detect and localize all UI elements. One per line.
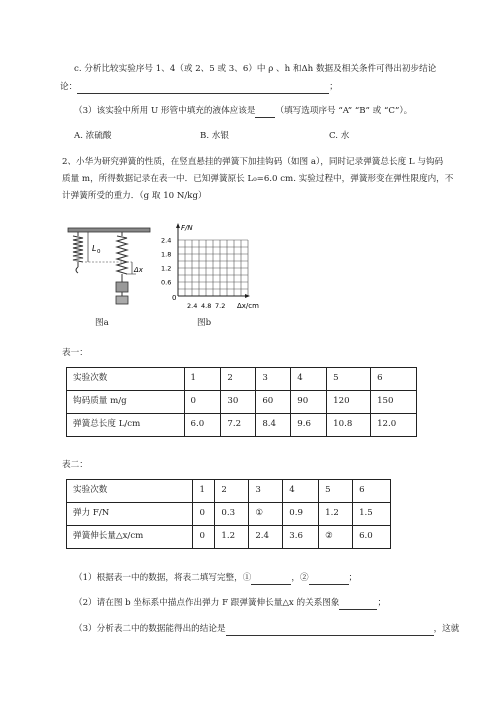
table-row	[67, 480, 391, 503]
table-cell: 实验次数	[67, 480, 193, 503]
y-tick-label: 0.6	[161, 278, 172, 287]
x-tick-label: 4.8	[201, 302, 212, 310]
subq2-line	[74, 598, 386, 610]
y-axis-label: F/N	[181, 224, 193, 232]
x-tick-label: 7.2	[215, 302, 226, 310]
table-cell: 9.6	[291, 414, 327, 437]
table-cell: 0	[193, 503, 215, 526]
subq1-blank-2[interactable]	[309, 574, 349, 585]
table-cell: 0	[193, 526, 215, 549]
q2-para-line2: 质量 m，所得数据记录在表一中．已知弹簧原长 L₀=6.0 cm. 实验过程中，弹簧形变在弹性限度内，不	[62, 174, 454, 184]
table2	[66, 479, 391, 549]
q3-line	[74, 106, 412, 118]
hook-weight-icon	[116, 282, 128, 292]
figure-a-caption: 图a	[95, 318, 109, 328]
part-c-line2-prefix: 论：	[60, 82, 78, 92]
table-cell: 3	[249, 480, 283, 503]
table-cell: 12.0	[371, 414, 417, 437]
subq3-suffix: ，这就	[433, 624, 460, 634]
figure-a-diagram	[66, 222, 158, 322]
y-tick-label: 2.4	[161, 236, 172, 245]
table-cell: 3.6	[283, 526, 319, 549]
table-cell: 6.0	[184, 414, 221, 437]
table-cell: 0.3	[215, 503, 249, 526]
grid-lines	[178, 240, 248, 296]
table-cell: 150	[371, 391, 417, 414]
table-row	[67, 414, 417, 437]
x-tick-label: 2.4	[187, 302, 198, 310]
table-row	[67, 368, 417, 391]
x-tick-labels	[187, 302, 225, 310]
table-cell: 1.2	[215, 526, 249, 549]
table-row	[67, 526, 391, 549]
origin-label: 0	[172, 294, 177, 302]
q3-hint: （填写选项序号 “A” “B” 或 “C”）。	[275, 106, 413, 116]
x-axis-label: Δx/cm	[237, 302, 259, 310]
table-cell: 4	[291, 368, 327, 391]
table-cell: 120	[327, 391, 371, 414]
y-tick-label: 1.8	[161, 250, 172, 259]
table-cell: 1	[193, 480, 215, 503]
q2-para-line3: 计弹簧所受的重力．（g 取 10 N/kg）	[62, 191, 207, 201]
table-cell: 实验次数	[67, 368, 185, 391]
table-cell: 10.8	[327, 414, 371, 437]
l0-label: L	[92, 244, 97, 253]
q3-option-c: C. 水	[329, 131, 350, 141]
dx-label: Δx	[134, 266, 143, 274]
table-cell: 0.9	[283, 503, 319, 526]
table-cell: 5	[327, 368, 371, 391]
table-cell: 4	[283, 480, 319, 503]
subq2-suffix: ；	[377, 598, 387, 608]
y-axis-arrow-icon	[176, 223, 180, 228]
table-cell: 1.2	[319, 503, 353, 526]
table-cell: 6	[371, 368, 417, 391]
q3-option-a: A. 浓硫酸	[74, 131, 112, 141]
part-c-line1: c. 分析比较实验序号 1、4（或 2、5 或 3、6）中 ρ 、h 和Δh 数据及相关条件可得出初步结论	[74, 64, 437, 74]
table-cell: 5	[319, 480, 353, 503]
table-cell: 8.4	[256, 414, 291, 437]
table-cell: 1	[184, 368, 221, 391]
y-tick-label: 1.2	[161, 264, 172, 273]
table-cell: 2	[215, 480, 249, 503]
table-cell: 钩码质量 m/g	[67, 391, 185, 414]
subq1-line	[74, 573, 357, 585]
subq3-prefix: （3）分析表二中的数据能得出的结论是	[74, 624, 226, 634]
q3-answer-blank[interactable]	[255, 107, 275, 118]
table-cell: 弹簧总长度 L/cm	[67, 414, 185, 437]
table-cell: 0	[184, 391, 221, 414]
table-cell: 1.5	[353, 503, 391, 526]
y-tick-labels	[161, 237, 171, 287]
table-cell: 6	[353, 480, 391, 503]
part-c-answer-blank[interactable]	[77, 83, 329, 94]
part-c-line2-suffix: ；	[329, 82, 338, 92]
subq1-mid: ，②	[291, 573, 309, 583]
x-axis-arrow-icon	[245, 294, 250, 298]
table-cell: ①	[249, 503, 283, 526]
subq1-suffix: ；	[348, 573, 358, 583]
spring-loaded	[116, 232, 128, 304]
subq3-blank[interactable]	[226, 625, 434, 636]
table-cell: 弹力 F/N	[67, 503, 193, 526]
table-cell: 60	[256, 391, 291, 414]
subq1-prefix: （1）根据表一中的数据，将表二填写完整，①	[74, 573, 252, 583]
table2-title: 表二：	[62, 460, 88, 470]
subq3-line	[74, 624, 459, 636]
table-row	[67, 391, 417, 414]
subq2-prefix: （2）请在图 b 坐标系中描点作出弹力 F 跟弹簧伸长量△x 的关系图象	[74, 598, 340, 608]
figure-b-caption: 图b	[197, 318, 212, 328]
table-cell: ②	[319, 526, 353, 549]
q3-text: （3）该实验中所用 U 形管中填充的液体应该是	[74, 106, 256, 116]
q2-para-line1: 2、小华为研究弹簧的性质，在竖直悬挂的弹簧下加挂钩码（如图 a），同时记录弹簧总长度 L 与钩码	[62, 157, 444, 167]
table1-title: 表一：	[62, 348, 88, 358]
part-c-line2	[60, 82, 338, 94]
table-cell: 6.0	[353, 526, 391, 549]
table-cell: 30	[221, 391, 256, 414]
figure-b-grid-chart	[158, 222, 268, 314]
table-cell: 7.2	[221, 414, 256, 437]
table-cell: 90	[291, 391, 327, 414]
q3-option-b: B. 水银	[200, 131, 229, 141]
table-row	[67, 503, 391, 526]
subq2-blank[interactable]	[339, 599, 377, 610]
table-cell: 弹簧伸长量△x/cm	[67, 526, 193, 549]
table-cell: 2.4	[249, 526, 283, 549]
l0-subscript: 0	[97, 249, 101, 255]
subq1-blank-1[interactable]	[251, 574, 291, 585]
table-cell: 3	[256, 368, 291, 391]
table1	[66, 367, 417, 437]
spring-unloaded	[73, 232, 83, 273]
ceiling-support	[68, 228, 150, 232]
table-cell: 2	[221, 368, 256, 391]
